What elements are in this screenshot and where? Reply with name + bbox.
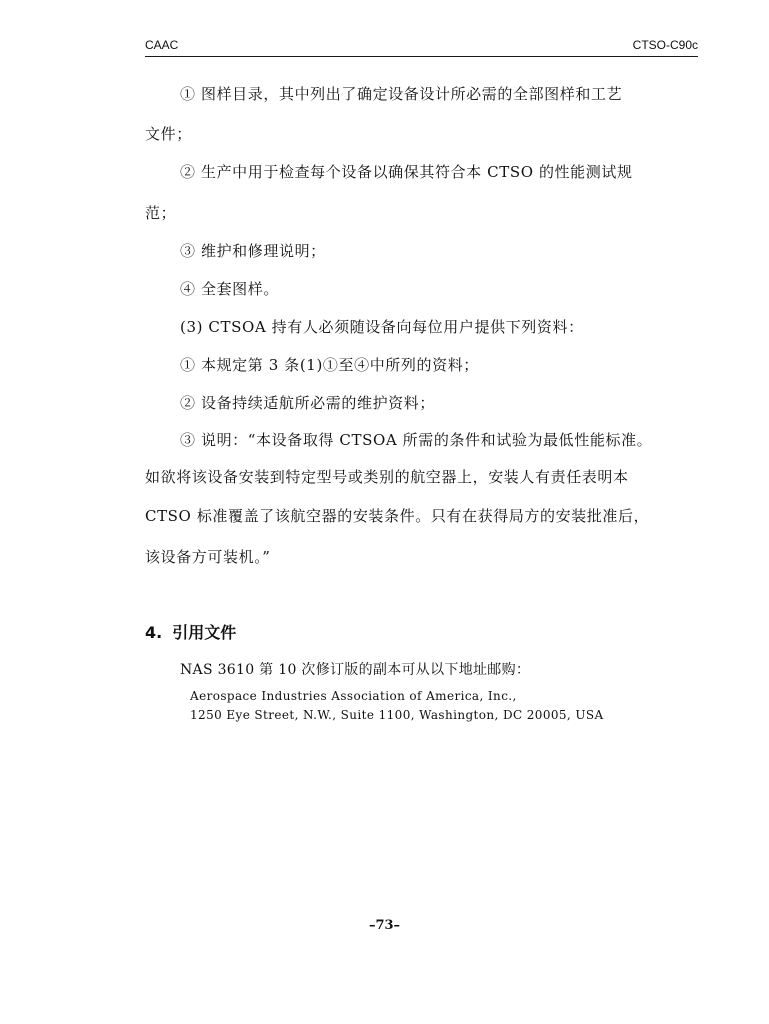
section-number: 4.	[145, 623, 163, 642]
paragraph-clause-3-item-3: ③ 说明：“本设备取得 CTSOA 所需的条件和试验为最低性能标准。	[180, 431, 653, 449]
paragraph-clause-3-item-1: ① 本规定第 3 条(1)①至④中所列的资料；	[180, 356, 479, 374]
paragraph-clause-3: (3) CTSOA 持有人必须随设备向每位用户提供下列资料：	[180, 318, 584, 336]
paragraph-item-4: ④ 全套图样。	[180, 280, 279, 298]
paragraph-item-1-continued: 文件；	[145, 125, 192, 143]
paragraph-item-2-continued: 范；	[145, 204, 177, 222]
paragraph-clause-3-item-2: ② 设备持续适航所必需的维护资料；	[180, 394, 435, 412]
paragraph-clause-3-item-3-line-3: CTSO 标准覆盖了该航空器的安装条件。只有在获得局方的安装批准后，	[145, 507, 650, 525]
page-number: –73–	[368, 918, 401, 933]
paragraph-item-2: ② 生产中用于检查每个设备以确保其符合本 CTSO 的性能测试规	[180, 163, 633, 181]
paragraph-clause-3-item-3-line-4: 该设备方可装机。”	[145, 548, 271, 566]
paragraph-item-1: ① 图样目录，其中列出了确定设备设计所必需的全部图样和工艺	[180, 85, 623, 103]
paragraph-clause-3-item-3-line-2: 如欲将该设备安装到特定型号或类别的航空器上，安装人有责任表明本	[145, 468, 629, 486]
section-heading	[145, 622, 236, 644]
reference-address-line-1: Aerospace Industries Association of America, Inc.,	[190, 689, 517, 703]
paragraph-item-3: ③ 维护和修理说明；	[180, 242, 326, 260]
header-left-label: CAAC	[145, 38, 179, 52]
header-right-label: CTSO-C90c	[632, 38, 698, 52]
reference-intro: NAS 3610 第 10 次修订版的副本可从以下地址邮购：	[180, 662, 531, 678]
section-title: 引用文件	[172, 623, 237, 642]
reference-address-line-2: 1250 Eye Street, N.W., Suite 1100, Washington, DC 20005, USA	[190, 708, 604, 722]
page-header	[145, 38, 698, 57]
